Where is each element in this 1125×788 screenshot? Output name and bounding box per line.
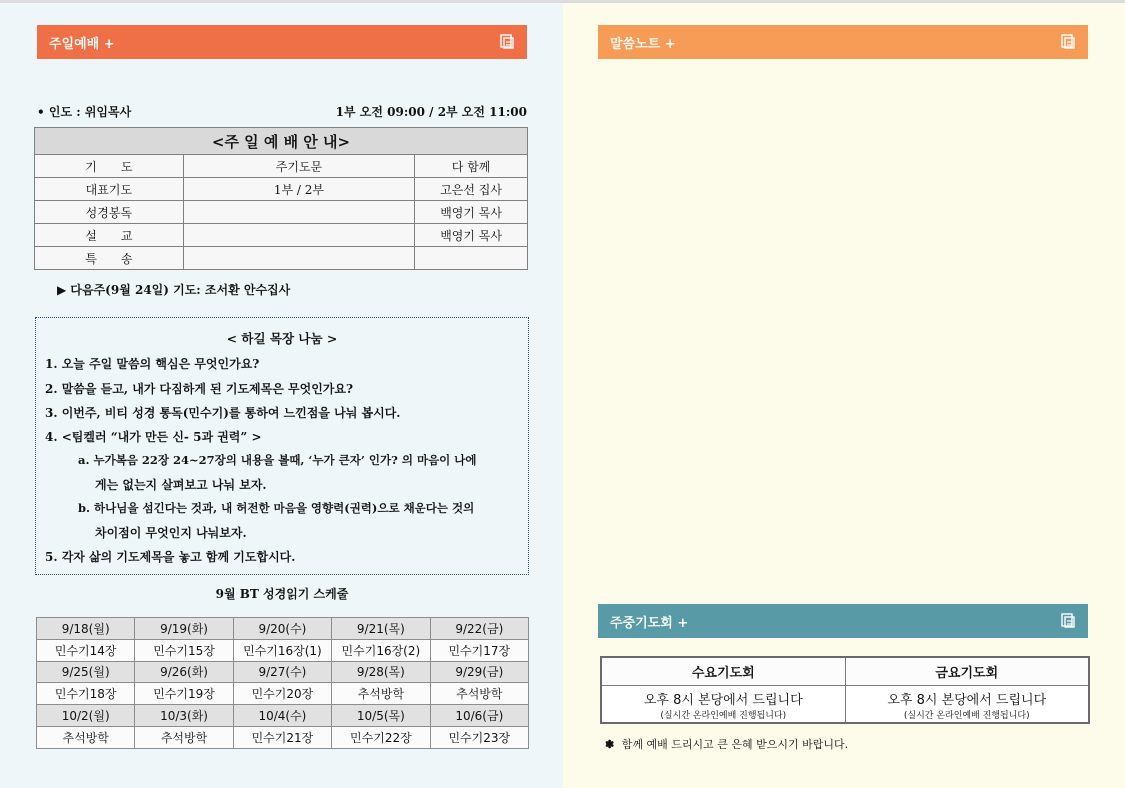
service-label: 기 도: [35, 155, 184, 178]
prayer-table-head: [601, 657, 1089, 685]
schedule-reading: 민수기16장(1): [233, 639, 331, 661]
service-detail: [183, 201, 414, 224]
sharing-question: 1. 오늘 주일 말씀의 핵심은 무엇인가요?: [45, 357, 260, 371]
sharing-title: < 하길 목장 나눔 >: [226, 331, 338, 346]
schedule-date: 9/29(금): [430, 661, 528, 683]
schedule-title: 9월 BT 성경읽기 스케줄: [215, 587, 349, 601]
service-person: 고은선 집사: [415, 178, 528, 201]
schedule-reading-row: [37, 726, 529, 748]
schedule-reading: 민수기15장: [135, 639, 233, 661]
schedule-date: 10/5(목): [332, 705, 430, 727]
schedule-date: 10/2(월): [37, 705, 135, 727]
schedule-reading: 민수기19장: [135, 683, 233, 705]
sharing-question: 4. <팀켈러 “내가 만든 신- 5과 권력” >: [45, 430, 262, 444]
service-row: [35, 224, 528, 247]
schedule-date-row: [37, 618, 529, 640]
weekday-prayer-header[interactable]: [598, 604, 1088, 638]
schedule-reading: 민수기22장: [332, 726, 430, 748]
sharing-subquestion-cont: 게는 없는지 살펴보고 나눠 보자.: [95, 478, 267, 492]
schedule-reading: 민수기14장: [37, 639, 135, 661]
service-label: 대표기도: [35, 178, 184, 201]
schedule-reading-row: [37, 683, 529, 705]
wednesday-prayer-time: 오후 8시 본당에서 드립니다: [643, 692, 803, 708]
schedule-reading: 추석방학: [135, 726, 233, 748]
schedule-date: 9/22(금): [430, 618, 528, 640]
friday-prayer-title: 금요기도회: [845, 657, 1089, 685]
sharing-subquestion-cont: 차이점이 무엇인지 나눠보자.: [95, 526, 247, 540]
service-label: 설 교: [35, 224, 184, 247]
schedule-reading: 민수기23장: [430, 726, 528, 748]
reading-schedule-table: [36, 617, 529, 749]
service-person: 백영기 목사: [415, 224, 528, 247]
service-row: [35, 178, 528, 201]
service-detail: 1부 / 2부: [183, 178, 414, 201]
service-detail: [183, 247, 414, 270]
weekday-prayer-header-label: 주중기도회 +: [610, 615, 689, 631]
schedule-date: 10/3(화): [135, 705, 233, 727]
service-person: [415, 247, 528, 270]
sharing-questions-box: [35, 317, 529, 575]
sharing-question: 2. 말씀을 듣고, 내가 다짐하게 된 기도제목은 무엇인가요?: [45, 382, 354, 396]
schedule-date: 9/25(월): [37, 661, 135, 683]
schedule-date: 9/27(수): [233, 661, 331, 683]
friday-prayer-note: (실시간 온라인예배 진행됩니다): [903, 710, 1030, 721]
schedule-date: 9/21(목): [332, 618, 430, 640]
sharing-question: 5. 각자 삶의 기도제목을 놓고 함께 기도합시다.: [45, 550, 296, 564]
prayer-table-body: [601, 685, 1089, 723]
service-detail: 주기도문: [183, 155, 414, 178]
sunday-service-header-label: 주일예배 +: [49, 36, 115, 52]
service-leader: • 인도 : 위임목사: [37, 105, 132, 119]
document-icon[interactable]: [1060, 612, 1076, 629]
schedule-reading-row: [37, 639, 529, 661]
service-person: 백영기 목사: [415, 201, 528, 224]
next-week-prayer: ▶ 다음주(9월 24일) 기도: 조서환 안수집사: [57, 283, 291, 297]
schedule-date: 10/4(수): [233, 705, 331, 727]
wednesday-prayer-note: (실시간 온라인예배 진행됩니다): [660, 710, 787, 721]
star-icon: ✽: [605, 738, 615, 751]
schedule-reading: 민수기16장(2): [332, 639, 430, 661]
sharing-subquestion: b. 하나님을 섬긴다는 것과, 내 허전한 마음을 영향력(권력)으로 채운다는 것의: [78, 501, 475, 515]
schedule-reading: 민수기20장: [233, 683, 331, 705]
schedule-date: 9/19(화): [135, 618, 233, 640]
service-row: [35, 201, 528, 224]
service-row: [35, 155, 528, 178]
schedule-date: 9/26(화): [135, 661, 233, 683]
service-label: 특 송: [35, 247, 184, 270]
schedule-reading: 민수기18장: [37, 683, 135, 705]
service-person: 다 함께: [415, 155, 528, 178]
schedule-date: 9/20(수): [233, 618, 331, 640]
sharing-subquestion: a. 누가복음 22장 24~27장의 내용을 볼때, ‘누가 큰자’ 인가? 의 마음이 나에: [78, 453, 477, 467]
sermon-notes-header-label: 말씀노트 +: [610, 36, 676, 52]
sharing-question: 3. 이번주, 비티 성경 통독(민수기)를 통하여 느낀점을 나눠 봅시다.: [45, 406, 401, 420]
schedule-date: 9/28(목): [332, 661, 430, 683]
schedule-date-row: [37, 661, 529, 683]
schedule-date-row: [37, 705, 529, 727]
service-info-row: [37, 103, 527, 121]
friday-prayer-cell: [845, 685, 1089, 723]
document-icon[interactable]: [499, 33, 515, 50]
schedule-reading: 민수기21장: [233, 726, 331, 748]
top-shade: [0, 0, 1125, 3]
closing-note: [605, 736, 848, 752]
sunday-service-header[interactable]: [37, 25, 527, 59]
friday-prayer-time: 오후 8시 본당에서 드립니다: [887, 692, 1047, 708]
service-order-table: [34, 127, 528, 270]
document-icon[interactable]: [1060, 33, 1076, 50]
closing-note-text: 함께 예배 드리시고 큰 은혜 받으시기 바랍니다.: [621, 738, 849, 751]
service-detail: [183, 224, 414, 247]
schedule-reading: 추석방학: [37, 726, 135, 748]
sermon-notes-header[interactable]: [598, 25, 1088, 59]
schedule-reading: 민수기17장: [430, 639, 528, 661]
service-table-title: <주 일 예 배 안 내>: [35, 128, 528, 155]
wednesday-prayer-cell: [601, 685, 845, 723]
service-row: [35, 247, 528, 270]
prayer-meeting-table: [600, 656, 1090, 724]
schedule-reading: 추석방학: [332, 683, 430, 705]
wednesday-prayer-title: 수요기도회: [601, 657, 845, 685]
schedule-reading: 추석방학: [430, 683, 528, 705]
service-label: 성경봉독: [35, 201, 184, 224]
schedule-date: 10/6(금): [430, 705, 528, 727]
service-times: 1부 오전 09:00 / 2부 오전 11:00: [335, 105, 527, 119]
schedule-date: 9/18(월): [37, 618, 135, 640]
